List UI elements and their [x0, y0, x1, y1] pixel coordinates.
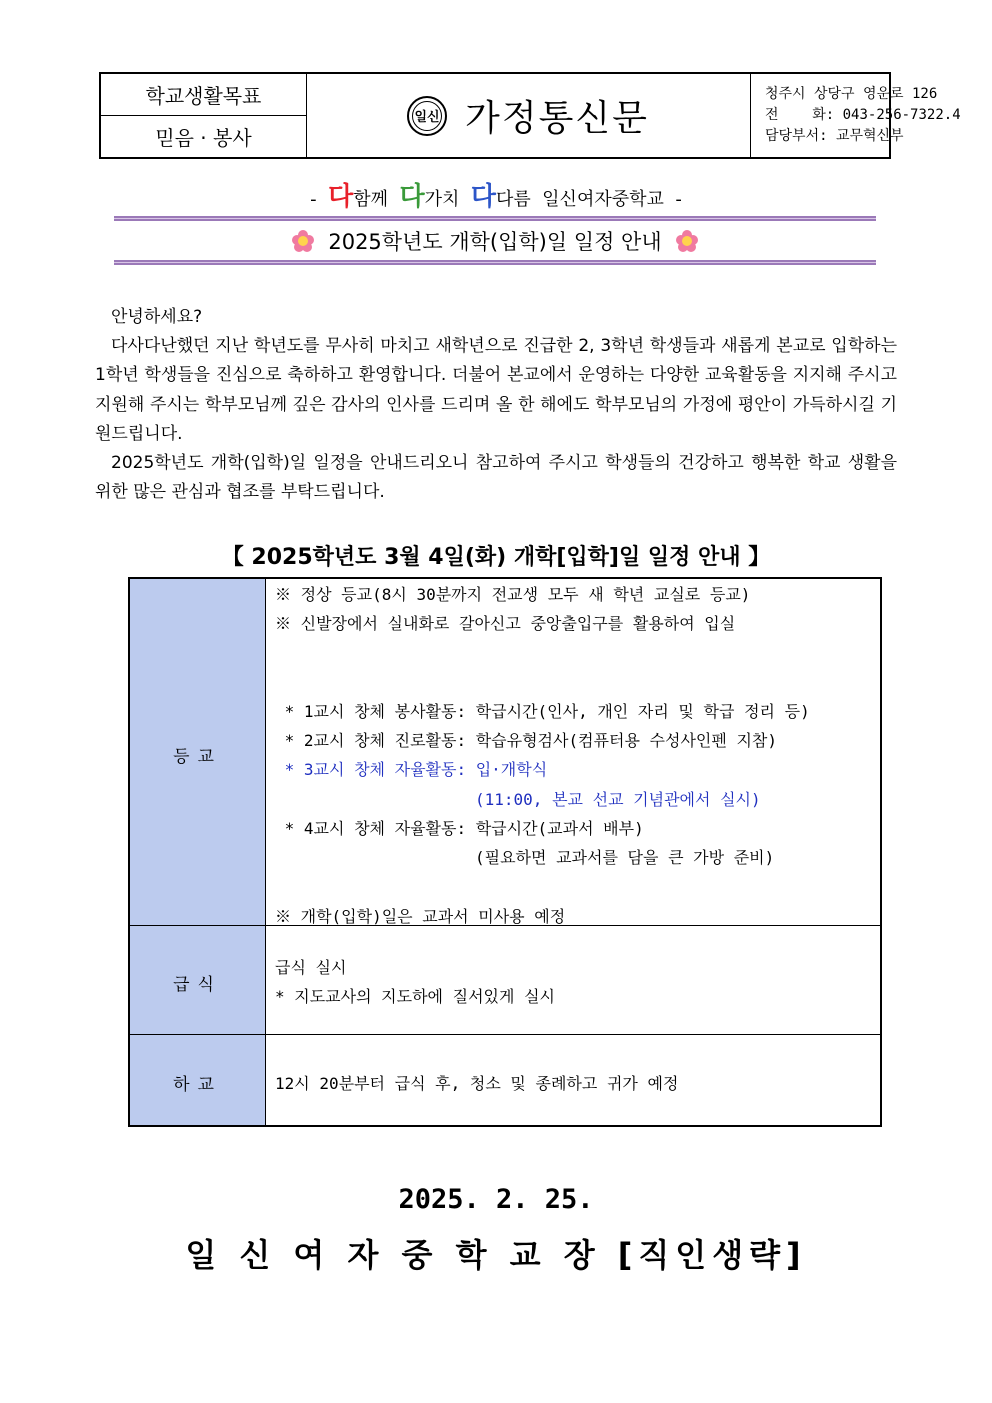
- flower-icon: [676, 230, 698, 252]
- school-goal-label: 학교생활목표: [101, 74, 306, 116]
- school-goal-cell: [101, 74, 307, 157]
- slogan-da-2: 다: [399, 182, 425, 212]
- dismissal-line-1: 12시 20분부터 급식 후, 청소 및 종례하고 귀가 예정: [275, 1074, 679, 1093]
- issue-date: 2025. 2. 25.: [398, 1184, 594, 1215]
- period-3: * 3교시 창체 자율활동: 입·개학식: [275, 760, 548, 779]
- slogan-dash-right: -: [675, 189, 682, 210]
- department: 담당부서: 교무혁신부: [765, 128, 904, 144]
- slogan-word-2: 가치: [424, 189, 460, 210]
- document-title: 가정통신문: [465, 98, 649, 139]
- slogan-da-1: 다: [328, 182, 354, 212]
- principal-signature: 일 신 여 자 중 학 교 장 [직인생략]: [185, 1236, 807, 1274]
- arrival-line-2: ※ 신발장에서 실내화로 갈아신고 중앙출입구를 활용하여 입실: [275, 614, 736, 633]
- period-2: * 2교시 창체 진로활동: 학습유형검사(컴퓨터용 수성사인펜 지참): [275, 731, 777, 750]
- notice-title-text: 2025학년도 개학(입학)일 일정 안내: [328, 230, 662, 254]
- greeting: 안녕하세요?: [111, 307, 203, 327]
- school-logo-text: 일신: [414, 110, 440, 125]
- letter-body: [95, 303, 897, 507]
- period-1: * 1교시 창체 봉사활동: 학급시간(인사, 개인 자리 및 학급 정리 등): [275, 702, 810, 721]
- title-bar-top: [114, 216, 876, 221]
- lunch-line-1: 급식 실시: [275, 958, 347, 977]
- school-phone: 전 화: 043-256-7322.4: [765, 107, 961, 123]
- contact-cell: [751, 74, 961, 157]
- flower-icon: [292, 230, 314, 252]
- school-goal-value: 믿음 · 봉사: [155, 125, 252, 150]
- body-paragraph-1: 다사다난했던 지난 학년도를 무사히 마치고 새학년으로 진급한 2, 3학년 학생들과 새롭게 본교로 입학하는 1학년 학생들을 진심으로 축하하고 환영합니다. 더불어 본교에서 운영하는 다양한 교육활동을 지지해 주시고 지원해 주시는 학부모님께 깊은 감사의 인사를 드리며 올 한 해에도 학부모님의 가정에 평안이 가득하시길 기원드립니다.: [95, 336, 897, 444]
- label-column: [130, 579, 266, 1125]
- period-4: * 4교시 창체 자율활동: 학급시간(교과서 배부): [275, 819, 644, 838]
- title-cell: [306, 74, 751, 157]
- slogan-dash-left: -: [310, 189, 317, 210]
- schedule-title: 【 2025학년도 3월 4일(화) 개학[입학]일 일정 안내 】: [221, 545, 771, 570]
- slogan-word-3: 다름: [495, 189, 531, 210]
- arrival-label: 등교: [173, 747, 222, 767]
- arrival-line-1: ※ 정상 등교(8시 30분까지 전교생 모두 새 학년 교실로 등교): [275, 585, 751, 604]
- school-slogan: [0, 176, 992, 213]
- period-3-detail: (11:00, 본교 선교 기념관에서 실시): [475, 790, 761, 809]
- slogan-word-1: 함께: [353, 189, 388, 210]
- notice-title: [114, 224, 876, 258]
- body-paragraph-2: 2025학년도 개학(입학)일 일정을 안내드리오니 참고하여 주시고 학생들의 건강하고 행복한 학교 생활을 위한 많은 관심과 협조를 부탁드립니다.: [95, 453, 897, 503]
- schedule-table: [128, 577, 882, 1127]
- slogan-da-3: 다: [470, 182, 496, 212]
- school-logo-icon: [407, 96, 447, 136]
- slogan-school-name: 일신여자중학교: [542, 189, 664, 210]
- lunch-label: 급식: [173, 975, 222, 995]
- letter-header: [99, 72, 961, 159]
- arrival-note: ※ 개학(입학)일은 교과서 미사용 예정: [275, 907, 566, 926]
- title-bar-bottom: [114, 260, 876, 265]
- lunch-line-2: * 지도교사의 지도하에 질서있게 실시: [275, 987, 556, 1006]
- dismissal-label: 하교: [173, 1075, 222, 1095]
- row-divider: [130, 1034, 880, 1035]
- period-4-detail: (필요하면 교과서를 담을 큰 가방 준비): [475, 848, 775, 867]
- school-address: 청주시 상당구 영운로 126: [765, 86, 938, 102]
